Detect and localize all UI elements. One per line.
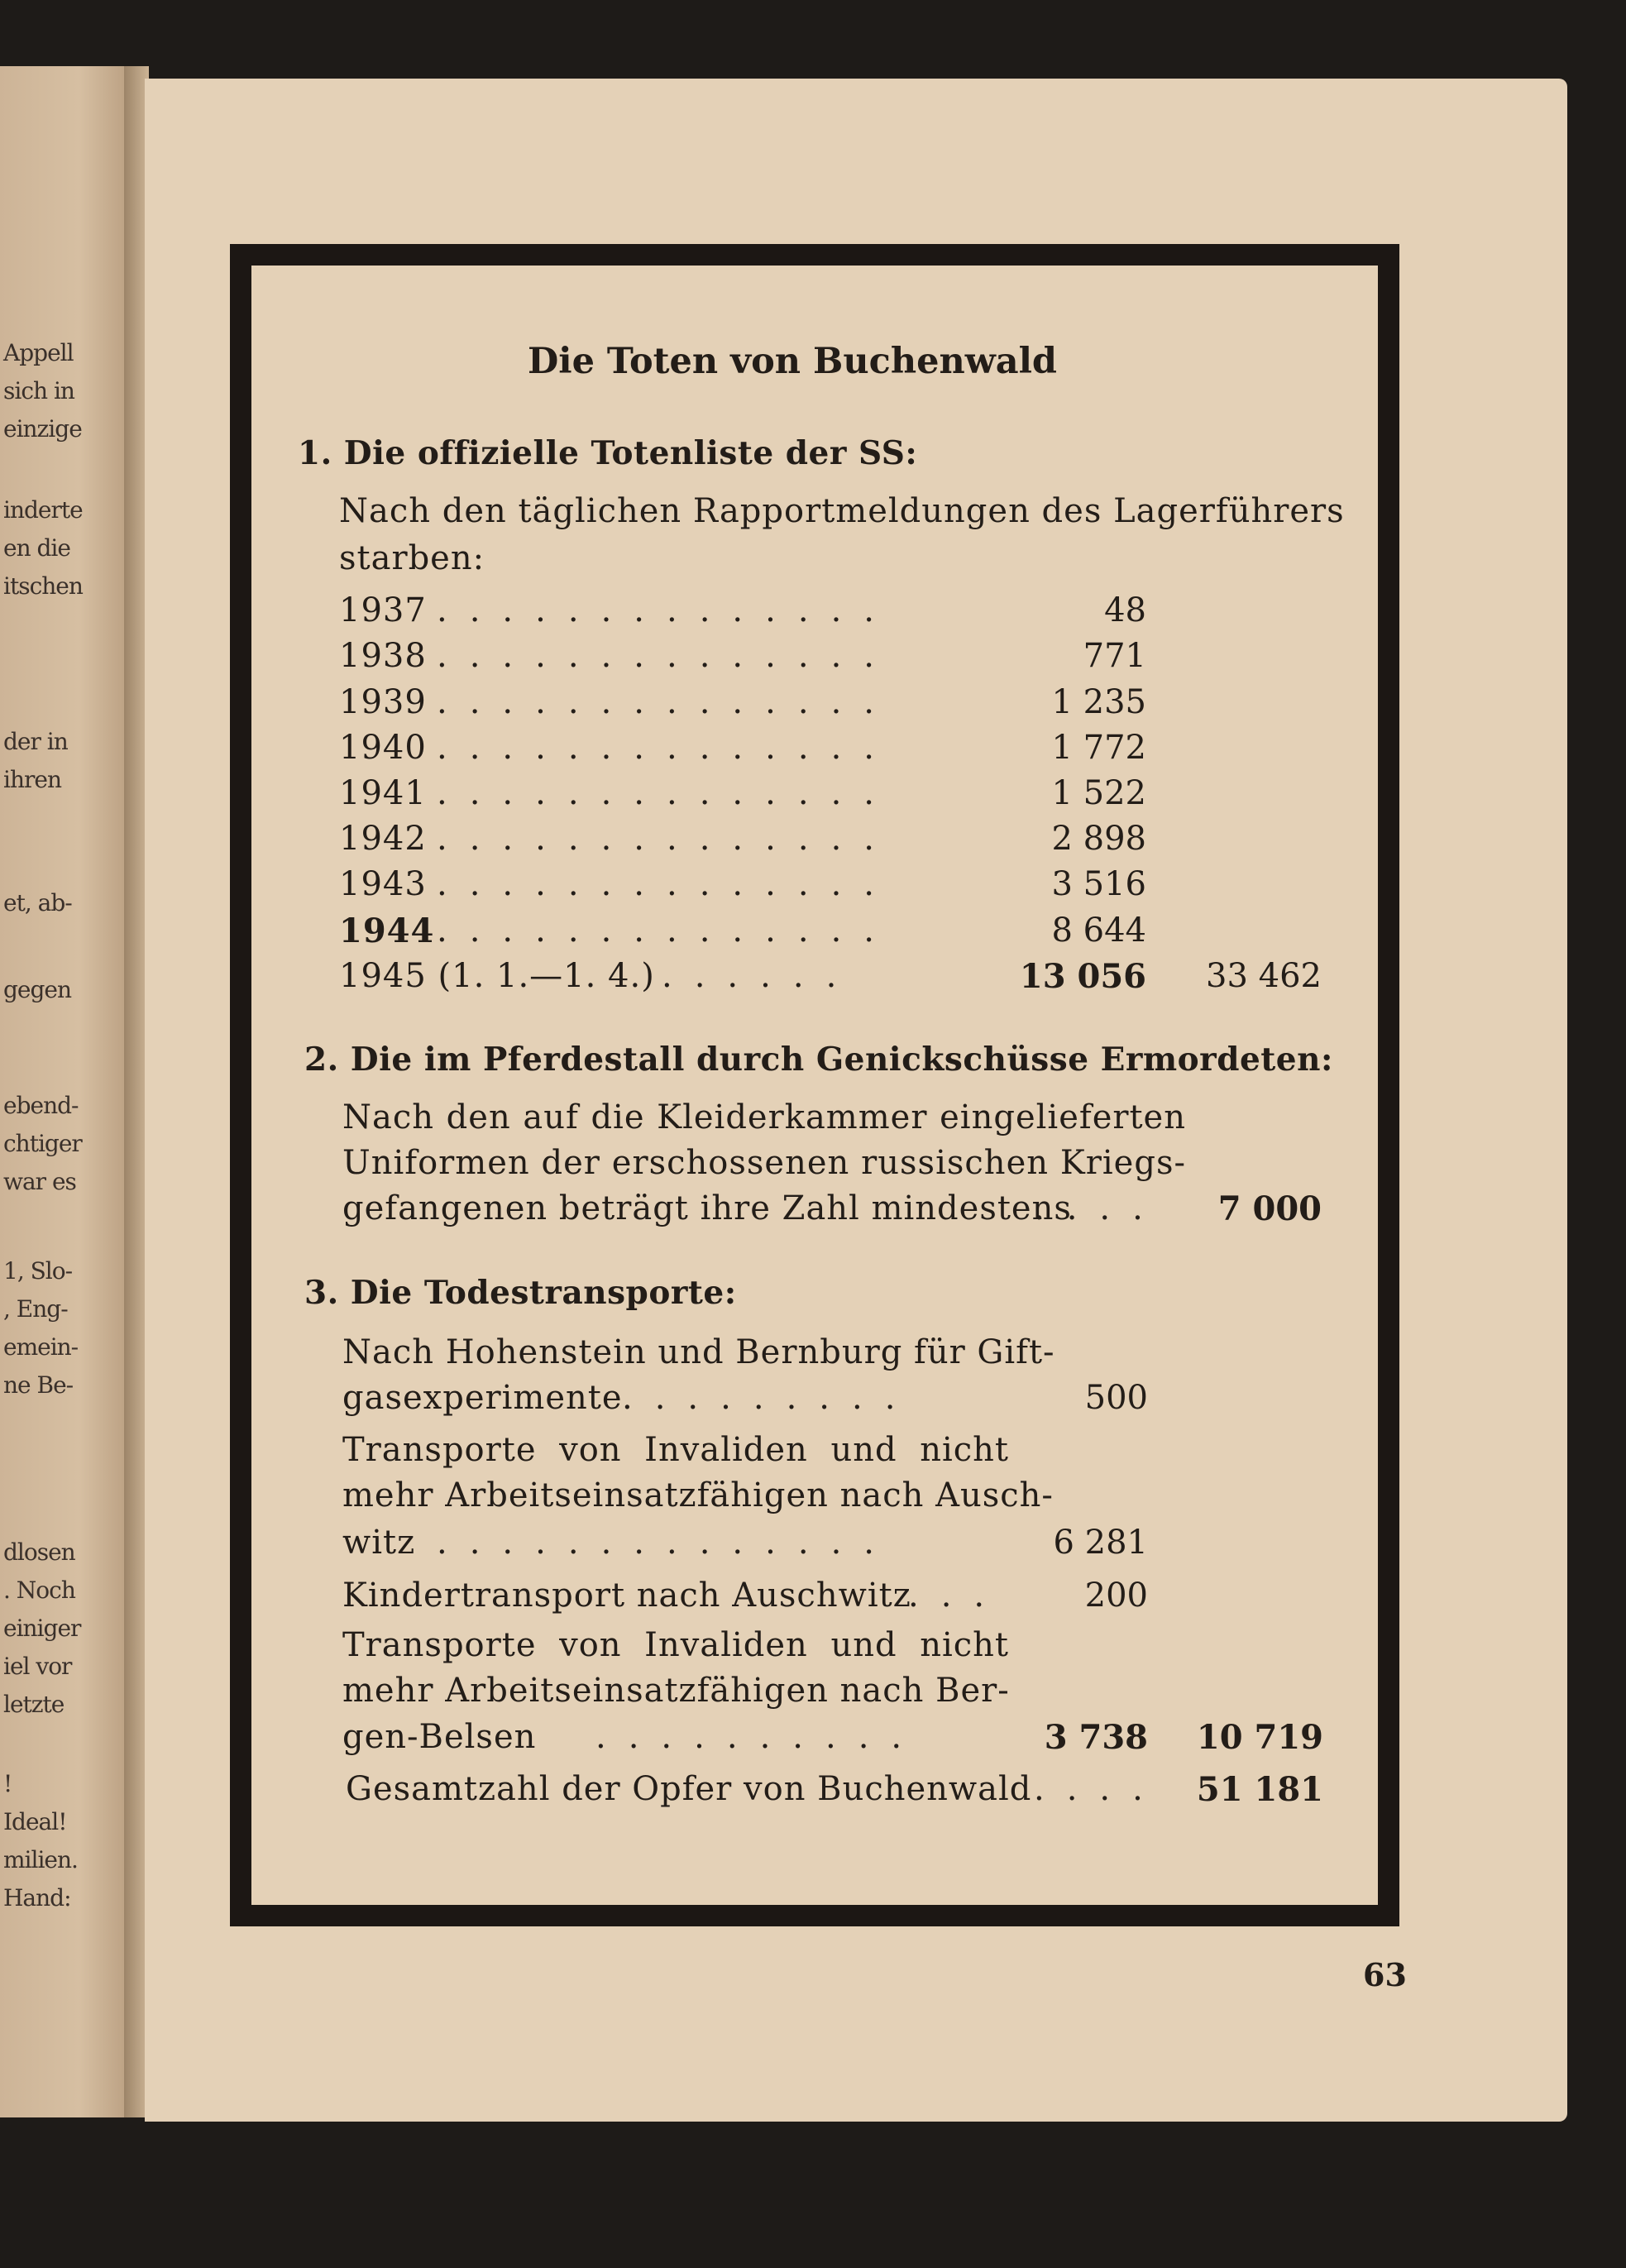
section3-total: 10 719 — [1196, 1718, 1323, 1757]
left-page-text: iel vor — [3, 1653, 72, 1680]
section3-item3-value: 200 — [1084, 1577, 1148, 1615]
year-label: 1941 — [339, 774, 427, 812]
leader-dots: ......... — [622, 1379, 918, 1417]
section2-heading: 2. Die im Pferdestall durch Genickschüsse Ermordeten: — [304, 1041, 1333, 1079]
leader-dots: .............. — [437, 729, 897, 767]
year-value: 8 644 — [1051, 912, 1146, 950]
leader-dots: .............. — [437, 1524, 897, 1562]
section2-total: 7 000 — [1217, 1189, 1322, 1228]
grand-total-label: Gesamtzahl der Opfer von Buchenwald — [346, 1770, 1032, 1808]
left-page-text: ihren — [3, 766, 61, 793]
year-value: 2 898 — [1051, 820, 1146, 858]
section2-line3: gefangenen beträgt ihre Zahl mindestens — [342, 1189, 1072, 1227]
year-label: 1945 (1. 1.—1. 4.) — [339, 957, 655, 995]
page-title: Die Toten von Buchenwald — [527, 341, 1057, 382]
section3-item4-line3: gen-Belsen — [342, 1718, 537, 1756]
left-page-text: emein- — [3, 1333, 79, 1361]
page-title-wrap — [0, 341, 1626, 382]
year-value: 1 772 — [1051, 729, 1146, 767]
year-value: 1 522 — [1051, 774, 1146, 812]
left-page-text: en die — [3, 534, 70, 562]
left-page-text: letzte — [3, 1691, 65, 1718]
year-label: 1940 — [339, 729, 427, 767]
left-page-text: itschen — [3, 572, 83, 600]
leader-dots: .............. — [437, 912, 897, 950]
left-page-text: Appell — [3, 339, 74, 366]
year-label: 1939 — [339, 683, 427, 721]
leader-dots: .............. — [437, 820, 897, 858]
section2-line2: Uniformen der erschossenen russischen Kriegs- — [342, 1144, 1186, 1182]
left-page-text: Hand: — [3, 1884, 71, 1912]
left-page-text: et, ab- — [3, 889, 72, 916]
left-page-text: . Noch — [3, 1577, 75, 1604]
year-label: 1937 — [339, 591, 427, 629]
left-page-text: chtiger — [3, 1130, 82, 1157]
left-page-text: Ideal! — [3, 1808, 67, 1835]
left-page-text: inderte — [3, 496, 83, 524]
year-value: 771 — [1083, 637, 1146, 675]
leader-dots: .............. — [437, 637, 897, 675]
section3-item1-line2: gasexperimente — [342, 1379, 623, 1417]
year-label: 1938 — [339, 637, 427, 675]
section3-item2-line3: witz — [342, 1524, 416, 1562]
section3-item1-value: 500 — [1084, 1379, 1148, 1417]
leader-dots: .... — [1034, 1770, 1165, 1808]
year-label: 1944 — [339, 912, 435, 950]
leader-dots: .............. — [437, 683, 897, 721]
leader-dots: .............. — [437, 865, 897, 903]
grand-total-value: 51 181 — [1196, 1770, 1323, 1809]
left-page-text: ! — [3, 1770, 12, 1797]
section3-item1-line1: Nach Hohenstein und Bernburg für Gift- — [342, 1333, 1055, 1371]
leader-dots: ... — [908, 1577, 1007, 1615]
left-page-text: gegen — [3, 976, 72, 1003]
left-page-text: ebend- — [3, 1092, 79, 1119]
section3-heading: 3. Die Todestransporte: — [304, 1274, 737, 1312]
section3-item2-line2: mehr Arbeitseinsatzfähigen nach Ausch- — [342, 1476, 1054, 1514]
left-page-text: sich in — [3, 377, 74, 404]
leader-dots: ...... — [662, 957, 859, 995]
left-page-text: einiger — [3, 1615, 81, 1642]
year-value: 13 056 — [1019, 957, 1146, 996]
section3-item4-line1: Transporte von Invaliden und nicht — [342, 1626, 1009, 1664]
year-label: 1943 — [339, 865, 427, 903]
leader-dots: .... — [1034, 1189, 1165, 1227]
left-page-text: 1, Slo- — [3, 1257, 73, 1285]
left-page-text: der in — [3, 728, 68, 755]
section1-intro-line1: Nach den täglichen Rapportmeldungen des Lagerführers — [339, 492, 1345, 530]
year-value: 1 235 — [1051, 683, 1146, 721]
section2-line1: Nach den auf die Kleiderkammer eingelieferten — [342, 1098, 1186, 1136]
section3-item2-line1: Transporte von Invaliden und nicht — [342, 1431, 1009, 1469]
section1-total: 33 462 — [1206, 957, 1322, 995]
left-page-text: milien. — [3, 1846, 78, 1873]
year-value: 48 — [1104, 591, 1146, 629]
section1-intro-line2: starben: — [339, 539, 485, 577]
page-number: 63 — [1363, 1956, 1407, 1993]
section3-item3-line1: Kindertransport nach Auschwitz — [342, 1577, 911, 1615]
leader-dots: .......... — [595, 1718, 925, 1756]
section3-item4-line2: mehr Arbeitseinsatzfähigen nach Ber- — [342, 1672, 1010, 1710]
year-label: 1942 — [339, 820, 427, 858]
left-page-text: dlosen — [3, 1538, 75, 1566]
section3-item2-value: 6 281 — [1053, 1524, 1148, 1562]
left-page-text: war es — [3, 1168, 76, 1195]
leader-dots: .............. — [437, 591, 897, 629]
year-value: 3 516 — [1051, 865, 1146, 903]
left-page-text: einzige — [3, 415, 82, 443]
left-page-text: , Eng- — [3, 1295, 68, 1323]
left-page-text: ne Be- — [3, 1371, 74, 1399]
leader-dots: .............. — [437, 774, 897, 812]
section1-heading: 1. Die offizielle Totenliste der SS: — [298, 434, 918, 472]
section3-item4-value: 3 738 — [1044, 1718, 1148, 1757]
